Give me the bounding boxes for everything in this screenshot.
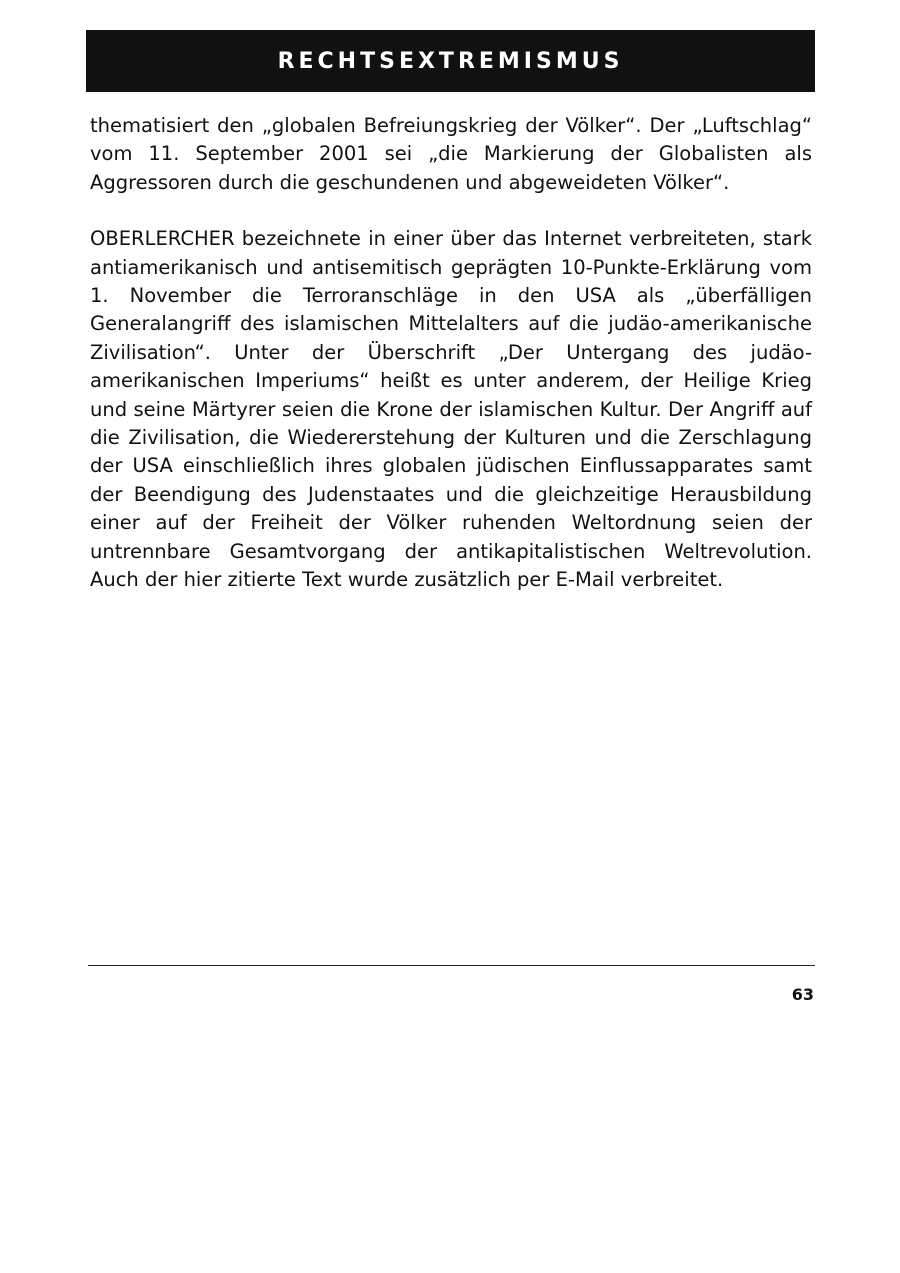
page-number: 63 bbox=[791, 985, 814, 1004]
body-text bbox=[90, 112, 812, 595]
footer-divider bbox=[88, 965, 815, 966]
paragraph: OBERLERCHER bezeichnete in einer über das Internet verbreiteten, stark antiamerikanisch und antisemitisch geprägten 10-Punkte-Erklärung vom 1. November die Terroranschläge in den USA als „überfälligen Generalangriff des islamischen Mittelalters auf die judäo-amerikanische Zivilisation“. Unter der Überschrift „Der Untergang des judäo-amerikanischen Imperiums“ heißt es unter anderem, der Heilige Krieg und seine Märtyrer seien die Krone der islamischen Kultur. Der Angriff auf die Zivilisation, die Wiedererstehung der Kulturen und die Zerschlagung der USA einschließlich ihres globalen jüdischen Einflussapparates samt der Beendigung des Judenstaates und die gleichzeitige Herausbildung einer auf der Freiheit der Völker ruhenden Weltordnung seien der untrennbare Gesamtvorgang der antikapitalistischen Weltrevolution. Auch der hier zitierte Text wurde zusätzlich per E-Mail verbreitet. bbox=[90, 227, 812, 592]
section-header-bar bbox=[86, 30, 815, 92]
paragraph: thematisiert den „globalen Befreiungskrieg der Völker“. Der „Luftschlag“ vom 11. September 2001 sei „die Markierung der Globalisten als Aggressoren durch die geschundenen und abgeweideten Völker“. bbox=[90, 114, 812, 194]
section-title: RECHTSEXTREMISMUS bbox=[277, 48, 624, 74]
